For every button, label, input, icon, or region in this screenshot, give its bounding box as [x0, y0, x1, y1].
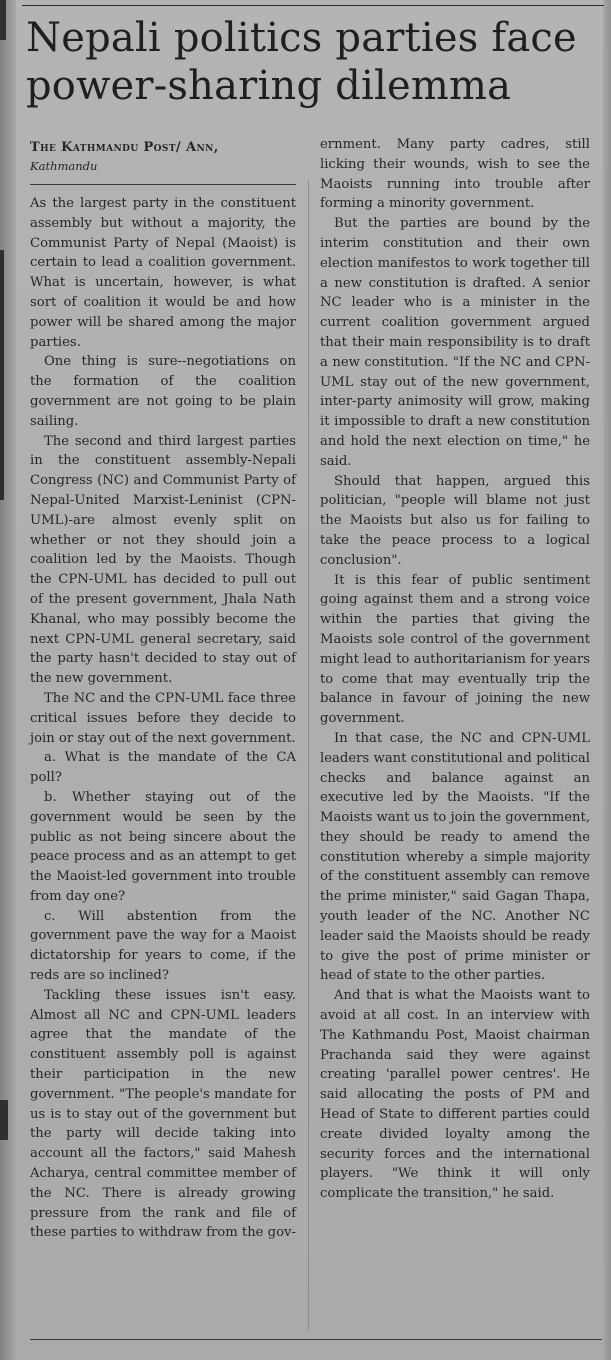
paragraph: But the parties are bound by the interim constitution and their own election manifestos to work together till a new constitution is drafted. A senior NC leader who is a minister in the current coalition government argued that their main responsibility is to draft a new constitution. "If the NC and CPN-UML stay out of the new government, inter-party animosity will grow, making it impossible to draft a new constitution and hold the next election on time," he said.: [320, 216, 590, 469]
article-column-1: [30, 194, 296, 1243]
bottom-rule: [30, 1339, 602, 1340]
paragraph: a. What is the mandate of the CA poll?: [30, 750, 296, 786]
paragraph: The second and third largest parties in the constituent assembly-Nepali Congress (NC) and Communist Party of Nepal-United Marxist-Leninist (CPN-UML)-are almost evenly split on whether or not they should join a coalition led by the Maoists. Though the CPN-UML has decided to pull out of the present government, Jhala Nath Khanal, who may possibly become the next CPN-UML general secretary, said the party hasn't decided to stay out of the new government.: [30, 433, 296, 687]
paragraph: It is this fear of public sentiment going against them and a strong voice within the parties that giving the Maoists sole control of the government might lead to authoritarianism for years to come that may eventually trip the balance in favour of joining the new government.: [320, 572, 590, 727]
column-divider: [308, 180, 309, 1330]
paragraph: Should that happen, argued this politician, "people will blame not just the Maoists but also us for failing to take the peace process to a logical conclusion".: [320, 473, 590, 568]
paragraph: c. Will abstention from the government pave the way for a Maoist dictatorship for years to come, if the reds are so inclined?: [30, 908, 296, 984]
page-left-edge: [0, 0, 16, 1360]
headline-line-1: Nepali politics parties face: [26, 15, 577, 61]
paragraph: ernment. Many party cadres, still licking their wounds, wish to see the Maoists running into trouble after forming a minority government.: [320, 137, 590, 212]
article-column-2: [320, 135, 590, 1204]
paragraph: In that case, the NC and CPN-UML leaders want constitutional and political checks and balance against an executive led by the Maoists. "If the Maoists want us to join the government, they should be ready to amend the constitution whereby a simple majority of the constituent assembly can remove the prime minister," said Gagan Thapa, youth leader of the NC. Another NC leader said the Maoists should be ready to give the post of prime minister or head of state to the other parties.: [320, 730, 591, 984]
paragraph: The NC and the CPN-UML face three critical issues before they decide to join or stay out of the next government.: [30, 690, 296, 746]
top-rule: [22, 5, 604, 6]
headline: [26, 14, 601, 110]
edge-mark: [0, 1100, 8, 1140]
byline-place: Kathmandu: [30, 159, 98, 173]
headline-line-2: power-sharing dilemma: [26, 63, 512, 109]
byline: [30, 139, 300, 175]
edge-mark: [0, 250, 4, 500]
page-right-edge: [603, 0, 611, 1360]
paragraph: As the largest party in the constituent assembly but without a majority, the Communist Party of Nepal (Maoist) is certain to lead a coalition government. What is uncertain, however, is what sort of coalition it would be and how power will be shared among the major parties.: [30, 196, 296, 350]
byline-rule: [30, 184, 296, 185]
paragraph: One thing is sure--negotiations on the formation of the coalition government are not going to be plain sailing.: [30, 354, 296, 429]
paragraph: b. Whether staying out of the government would be seen by the public as not being sincere about the peace process and as an attempt to get the Maoist-led government into trouble from day one?: [30, 789, 296, 904]
byline-source: The Kathmandu Post/ Ann,: [30, 140, 219, 155]
paragraph: Tackling these issues isn't easy. Almost all NC and CPN-UML leaders agree that the mandate of the constituent assembly poll is against their participation in the new government. "The people's mandate for us is to stay out of the government but the party will decide taking into account all the factors," said Mahesh Acharya, central committee member of the NC. There is already growing pressure from the rank and file of these parties to withdraw from the gov-: [30, 987, 296, 1241]
paragraph: And that is what the Maoists want to avoid at all cost. In an interview with The Kathmandu Post, Maoist chairman Prachanda said they were against creating 'parallel power centres'. He said allocating the posts of PM and Head of State to different parties could create divided loyalty among the security forces and the international players. "We think it will only complicate the transition," he said.: [320, 988, 590, 1202]
edge-mark: [0, 0, 6, 40]
